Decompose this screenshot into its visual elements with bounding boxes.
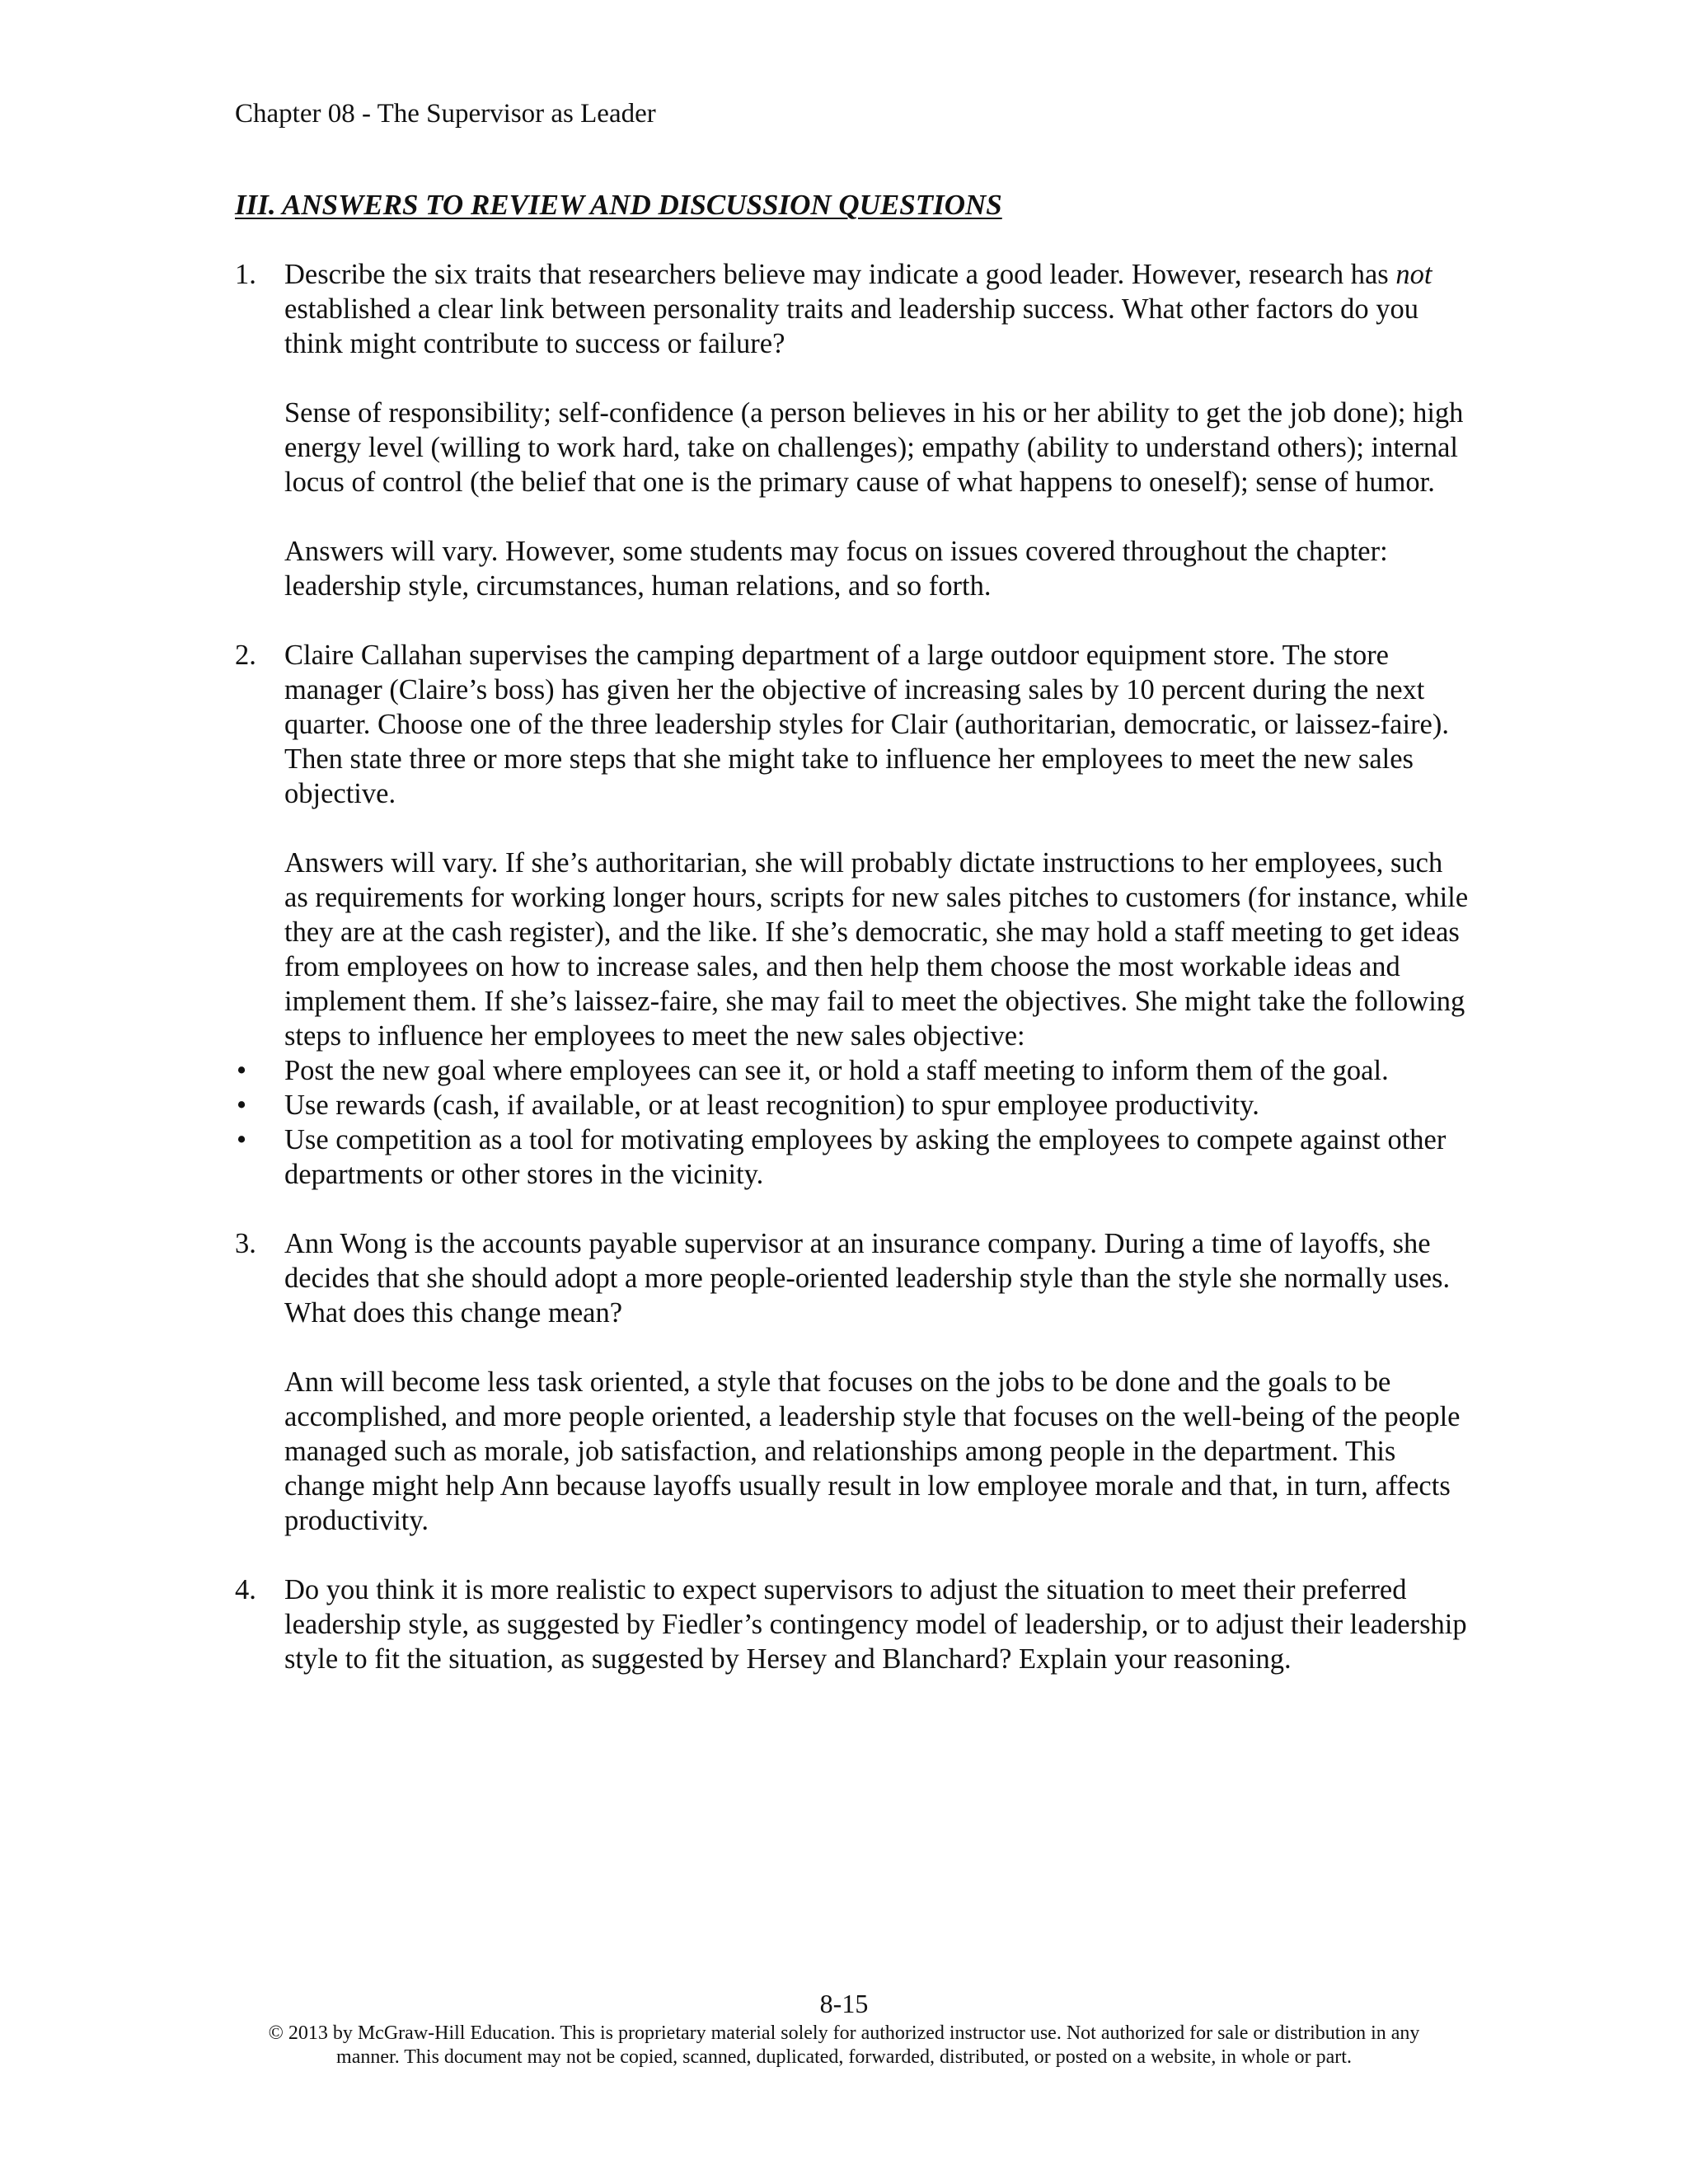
copyright-notice: © 2013 by McGraw-Hill Education. This is proprietary material solely for authorized instructor use. Not authorized for sale or distribution in any manner. This document may not be copied, scanned, duplicated, forwarded, distributed, or posted on a website, in whole or part. bbox=[268, 2022, 1420, 2068]
questions-body bbox=[235, 257, 1471, 1676]
answer-text: Answers will vary. If she’s authoritarian, she will probably dictate instructions to her employees, such as requirements for working longer hours, scripts for new sales pitches to customers (for instance, while they are at the cash register), and the like. If she’s democratic, she may hold a staff meeting to get ideas from employees on how to increase sales, and then help them choose the most workable ideas and implement them. If she’s laissez-faire, she may fail to meet the objectives. She might take the following steps to influence her employees to meet the new sales objective: bbox=[284, 847, 1469, 1052]
answer-text: Ann will become less task oriented, a style that focuses on the jobs to be done and the goals to be accomplished, and more people oriented, a leadership style that focuses on the well-being of the people managed such as morale, job satisfaction, and relationships among people in the department. This change might help Ann because layoffs usually result in low employee morale and that, in turn, affects productivity. bbox=[284, 1366, 1461, 1536]
bullet-icon: • bbox=[237, 1055, 247, 1086]
answer-text: Answers will vary. However, some students may focus on issues covered throughout the chapter: leadership style, circumstances, human relations, and so forth. bbox=[284, 536, 1388, 602]
list-item: • Post the new goal where employees can see it, or hold a staff meeting to inform them of the goal. bbox=[237, 1055, 1389, 1086]
question-text: Ann Wong is the accounts payable supervisor at an insurance company. During a time of layoffs, she decides that she should adopt a more people-oriented leadership style than the style she normally uses. What does this change mean? bbox=[284, 1228, 1451, 1329]
question-item-3 bbox=[235, 1226, 1471, 1538]
question-number: 4. bbox=[235, 1574, 256, 1605]
section-title: III. ANSWERS TO REVIEW AND DISCUSSION QUESTIONS bbox=[235, 189, 1002, 221]
list-item: • Use rewards (cash, if available, or at least recognition) to spur employee productivity. bbox=[237, 1090, 1259, 1121]
question-item-4 bbox=[235, 1572, 1471, 1676]
question-number: 1. bbox=[235, 259, 256, 290]
question-number: 3. bbox=[235, 1228, 256, 1259]
question-text: Do you think it is more realistic to expect supervisors to adjust the situation to meet their preferred leadership style, as suggested by Fiedler’s contingency model of leadership, or to adjust their leadership style to fit the situation, as suggested by Hersey and Blanchard? Explain your reasoning. bbox=[284, 1574, 1467, 1675]
question-item-2 bbox=[235, 638, 1471, 1192]
chapter-header: Chapter 08 - The Supervisor as Leader bbox=[235, 99, 656, 129]
question-text: Claire Callahan supervises the camping department of a large outdoor equipment store. The store manager (Claire’s boss) has given her the objective of increasing sales by 10 percent during the next quarter. Choose one of the three leadership styles for Clair (authoritarian, democratic, or laissez-faire). Then state three or more steps that she might take to influence her employees to meet the new sales objective. bbox=[284, 640, 1449, 809]
bullet-list bbox=[235, 1053, 1471, 1192]
bullet-icon: • bbox=[237, 1090, 247, 1121]
question-item-1 bbox=[235, 257, 1471, 603]
list-item: • Use competition as a tool for motivating employees by asking the employees to compete against other departments or other stores in the vicinity. bbox=[237, 1124, 1447, 1190]
bullet-icon: • bbox=[237, 1124, 247, 1155]
question-number: 2. bbox=[235, 640, 256, 671]
question-text: Describe the six traits that researchers believe may indicate a good leader. However, research has not established a clear link between personality traits and leadership success. What other factors do you think might contribute to success or failure? bbox=[284, 259, 1432, 359]
page-number: 8-15 bbox=[819, 1989, 869, 2018]
answer-text: Sense of responsibility; self-confidence (a person believes in his or her ability to get the job done); high energy level (willing to work hard, take on challenges); empathy (ability to understand others); internal locus of control (the belief that one is the primary cause of what happens to oneself); sense of humor. bbox=[284, 397, 1464, 498]
emphasis-text: not bbox=[1395, 259, 1432, 290]
